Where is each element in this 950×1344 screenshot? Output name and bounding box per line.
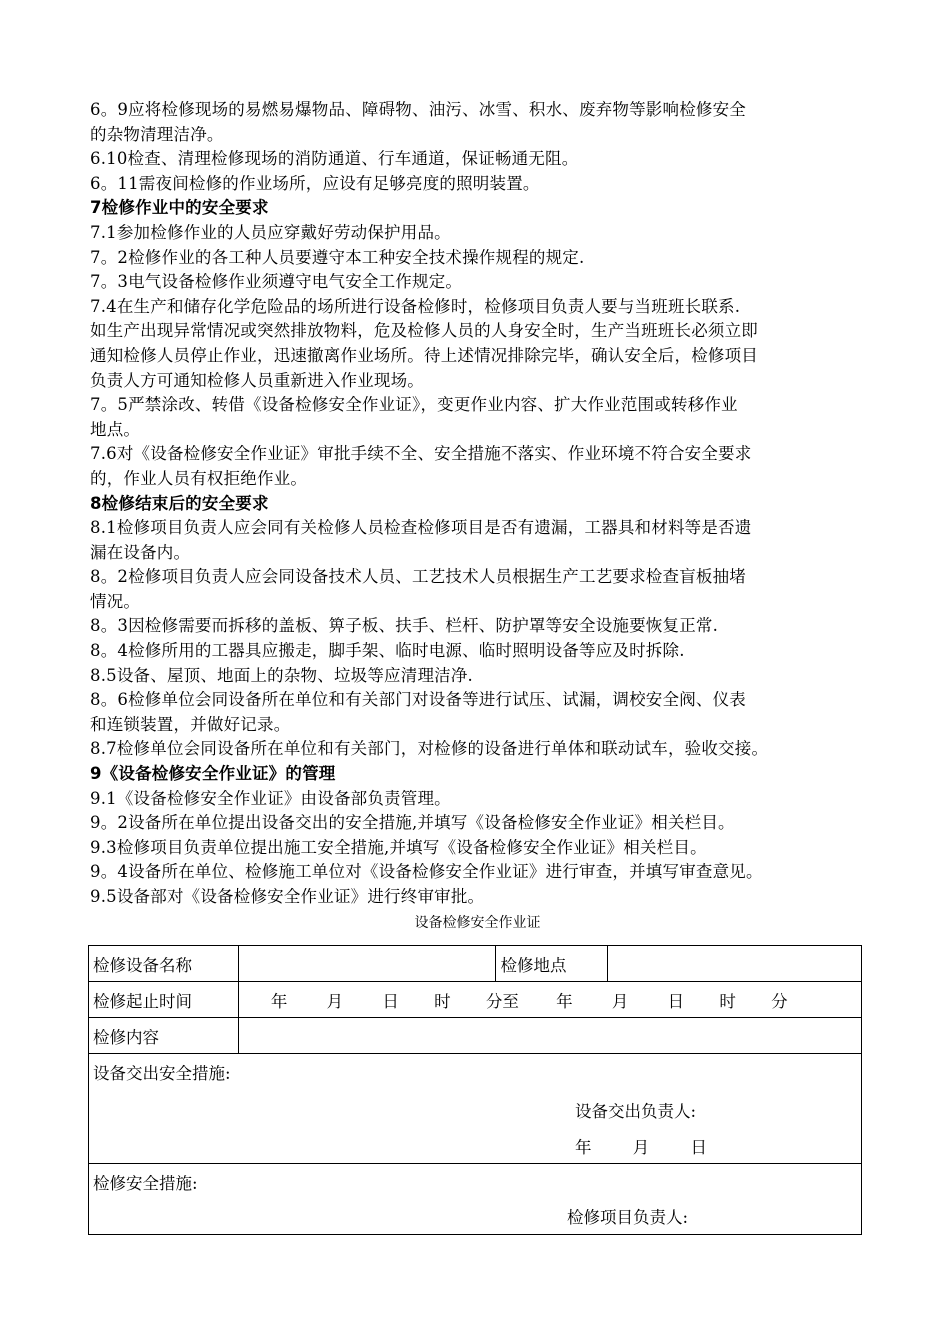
time-field[interactable] (238, 982, 861, 1018)
time-label: 检修起止时间 (89, 982, 239, 1018)
form-row-equipment (89, 946, 862, 982)
time-unit: 日 (667, 991, 685, 1011)
text-line: 6。9应将检修现场的易燃易爆物品、障碍物、油污、冰雪、积水、废弃物等影响检修安全 (90, 100, 746, 119)
handover-date (575, 1134, 707, 1158)
text-line: 8.1检修项目负责人应会同有关检修人员检查检修项目是否有遗漏，工器具和材料等是否遗 (90, 518, 752, 538)
section-heading: 8检修结束后的安全要求 (90, 493, 269, 513)
text-line: 8.7检修单位会同设备所在单位和有关部门，对检修的设备进行单体和联动试车，验收交接。 (90, 739, 769, 759)
text-lines (90, 98, 865, 910)
text-line: 通知检修人员停止作业，迅速撤离作业场所。待上述情况排除完毕，确认安全后，检修项目 (90, 345, 758, 365)
text-line: 7。5严禁涂改、转借《设备检修安全作业证》，变更作业内容、扩大作业范围或转移作业 (90, 395, 738, 415)
text-line: 8.5设备、屋顶、地面上的杂物、垃圾等应清理洁净. (90, 665, 473, 685)
text-line: 8。2检修项目负责人应会同设备技术人员、工艺技术人员根据生产工艺要求检查盲板抽堵 (90, 567, 746, 587)
location-label: 检修地点 (496, 946, 608, 982)
text-line: 9.1《设备检修安全作业证》由设备部负责管理。 (90, 788, 451, 808)
text-line: 情况。 (90, 591, 141, 611)
content-field[interactable] (238, 1018, 861, 1054)
time-unit: 月 (326, 991, 344, 1011)
date-unit: 日 (690, 1138, 707, 1157)
text-line: 9。4设备所在单位、检修施工单位对《设备检修安全作业证》进行审查，并填写审查意见。 (90, 862, 763, 882)
date-unit: 年 (575, 1138, 592, 1157)
time-unit: 分 (771, 991, 788, 1011)
form-caption: 设备检修安全作业证 (414, 914, 541, 931)
time-unit: 分至 (485, 991, 519, 1011)
permit-form-table (88, 945, 862, 1235)
section-heading: 9《设备检修安全作业证》的管理 (90, 764, 336, 784)
text-line: 8。6检修单位会同设备所在单位和有关部门对设备等进行试压、试漏，调校安全阀、仪表 (90, 690, 746, 710)
time-unit: 时 (719, 991, 736, 1011)
text-line: 9。2设备所在单位提出设备交出的安全措施,并填写《设备检修安全作业证》相关栏目。 (90, 813, 735, 833)
text-line: 如生产出现异常情况或突然排放物料，危及检修人员的人身安全时，生产当班班长必须立即 (90, 321, 758, 341)
form-row-handover (89, 1054, 862, 1164)
text-line: 7。2检修作业的各工种人员要遵守本工种安全技术操作规程的规定. (90, 247, 585, 267)
handover-person-label: 设备交出负责人: (575, 1102, 697, 1121)
project-person-label: 检修项目负责人: (567, 1208, 689, 1227)
time-unit: 年 (270, 991, 288, 1011)
time-unit: 年 (556, 991, 573, 1011)
text-line: 的，作业人员有权拒绝作业。 (90, 468, 308, 488)
text-line: 负责人方可通知检修人员重新进入作业现场。 (90, 370, 424, 390)
form-row-content (89, 1018, 862, 1054)
repair-measures-label: 检修安全措施: (93, 1174, 198, 1193)
text-line: 9.5设备部对《设备检修安全作业证》进行终审审批。 (90, 887, 485, 906)
content-label: 检修内容 (89, 1018, 239, 1054)
time-unit: 时 (434, 991, 451, 1011)
text-line: 7。3电气设备检修作业须遵守电气安全工作规定。 (90, 272, 463, 292)
text-line: 9.3检修项目负责单位提出施工安全措施,并填写《设备检修安全作业证》相关栏目。 (90, 837, 707, 857)
form-row-repair (89, 1164, 862, 1235)
section-heading: 7检修作业中的安全要求 (90, 198, 269, 218)
text-line: 6。11需夜间检修的作业场所，应设有足够亮度的照明装置。 (90, 173, 540, 193)
text-line: 地点。 (90, 419, 141, 439)
text-line: 和连锁装置，并做好记录。 (90, 714, 291, 734)
text-line: 漏在设备内。 (90, 542, 191, 562)
equipment-name-label: 检修设备名称 (89, 946, 239, 982)
handover-measures-field[interactable] (89, 1054, 862, 1164)
form-row-time (89, 982, 862, 1018)
repair-measures-field[interactable] (89, 1164, 862, 1235)
handover-measures-label: 设备交出安全措施: (93, 1064, 231, 1083)
text-line: 6.10检查、清理检修现场的消防通道、行车通道，保证畅通无阻。 (90, 149, 579, 169)
text-line: 8。3因检修需要而拆移的盖板、箅子板、扶手、栏杆、防护罩等安全设施要恢复正常. (90, 616, 719, 636)
location-field[interactable] (608, 946, 862, 982)
date-unit: 月 (632, 1138, 650, 1157)
text-line: 8。4检修所用的工器具应搬走，脚手架、临时电源、临时照明设备等应及时拆除. (90, 641, 685, 661)
text-line: 7.1参加检修作业的人员应穿戴好劳动保护用品。 (90, 222, 451, 242)
text-line: 7.4在生产和储存化学危险品的场所进行设备检修时，检修项目负责人要与当班班长联系. (90, 296, 741, 316)
document-body (90, 98, 865, 936)
time-unit: 日 (382, 991, 399, 1011)
text-line: 的杂物清理洁净。 (90, 124, 224, 144)
text-line: 7.6对《设备检修安全作业证》审批手续不全、安全措施不落实、作业环境不符合安全要求 (90, 444, 752, 464)
equipment-name-field[interactable] (238, 946, 496, 982)
time-unit: 月 (611, 991, 629, 1011)
